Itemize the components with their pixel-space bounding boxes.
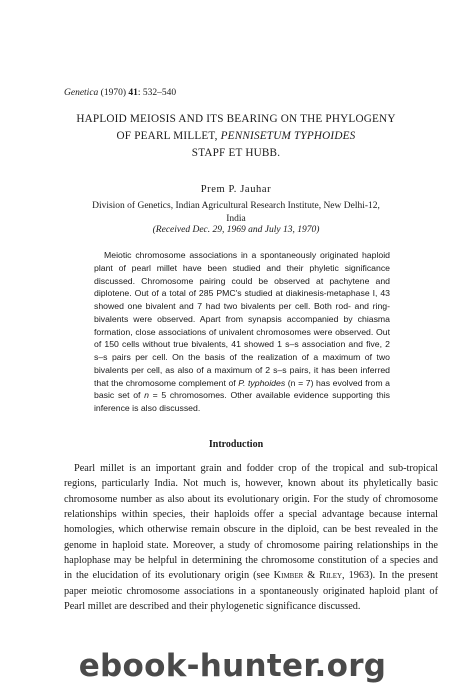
affiliation-line-1: Division of Genetics, Indian Agricultural Research Institute, New Delhi-12, — [92, 201, 380, 211]
title-species: PENNISETUM TYPHOIDES — [220, 130, 356, 142]
intro-part-1: Pearl millet is an important grain and fodder crop of the tropical and sub-tropical regions, particularly India. Not much is, however, known about its phyletically basic chromosome number as also about its evolutionary origin. For the study of chromosome relationships within species, their haploids offer a special advantage because internal homologies, which otherwise remain obscure in the diploid, can be best revealed in the genome in haploid state. Moreover, a study of chromosome pairing relationships in the haplophase may be helpful in determining the chromosome constitution of a species and in the elucidation of its evolutionary origin (see — [64, 463, 438, 582]
title-line-2 — [40, 128, 432, 145]
received-dates: (Received Dec. 29, 1969 and July 13, 1970) — [152, 225, 320, 235]
section-heading: Introduction — [208, 439, 264, 450]
author-name: Prem P. Jauhar — [200, 184, 272, 195]
abstract-part-2: (n = 7) has evolved from a basic set of — [94, 377, 390, 401]
title-line-2-prefix: OF PEARL MILLET, — [116, 130, 221, 142]
affiliation-line-2: India — [226, 213, 246, 224]
abstract-species: P. typhoides — [238, 377, 286, 388]
abstract-n: n — [144, 390, 149, 401]
introduction-paragraph — [64, 461, 438, 614]
title-line-1: HAPLOID MEIOSIS AND ITS BEARING ON THE PHYLOGENY — [76, 113, 396, 125]
journal-citation — [64, 88, 176, 98]
abstract-part-1: Meiotic chromosome associations in a spontaneously originated haploid plant of pearl millet have been studied and their phyletic significance discussed. Chromosome pairing could be observed at pachytene and diplotene. Out of a total of 285 PMC's studied at diakinesis-metaphase I, 43 showed one bivalent and 7 had two bivalents per cell. Both rod- and ring-bivalents were observed. Apart from synapsis accompanied by chiasma formation, close associations of univalent chromosomes were observed. Out of 150 cells without true bivalents, 41 showed 1 s–s association and five, 2 s–s pairs per cell. On the basis of the realization of a maximum of two bivalents per cell, as also of a maximum of 2 s–s pairs, it has been inferred that the chromosome complement of — [94, 250, 390, 388]
paper-title — [40, 111, 432, 162]
watermark: ebook-hunter.org — [78, 648, 387, 684]
abstract — [94, 249, 390, 415]
journal-name: Genetica — [64, 88, 99, 98]
abstract-part-3: = 5 chromosomes. Other available evidence supporting this inference is also discussed. — [94, 390, 390, 413]
intro-part-2: , 1963). In the present paper meiotic chromosome associations in a spontaneously originated haploid plant of Pearl millet are described and their phylogenetic significance discussed. — [64, 570, 439, 613]
journal-year: (1970) — [100, 88, 126, 98]
journal-volume: 41 — [128, 88, 138, 98]
journal-pages: : 532–540 — [137, 88, 177, 98]
affiliation — [40, 200, 432, 225]
intro-citation: Kimber & Riley — [273, 570, 343, 582]
title-line-3: STAPF ET HUBB. — [191, 147, 281, 159]
